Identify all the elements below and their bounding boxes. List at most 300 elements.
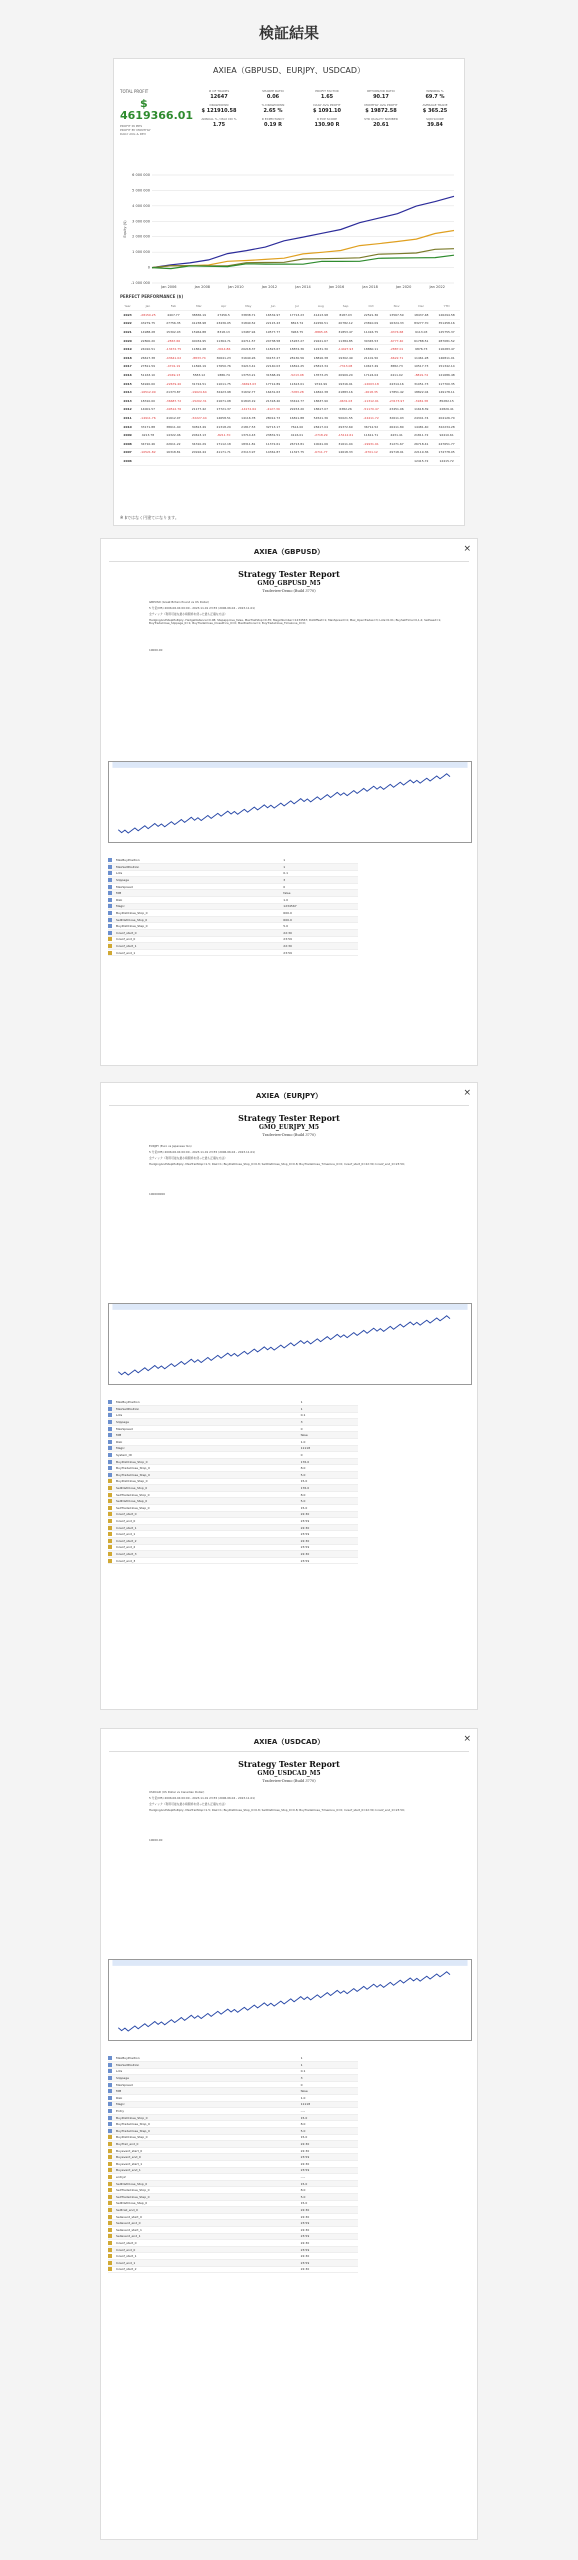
metric-label: DRAWDOWN <box>209 103 229 107</box>
column-header: Jan <box>135 302 161 311</box>
param-type-icon <box>108 2063 112 2067</box>
table-row <box>120 440 460 449</box>
table-cell: -6622.71 <box>384 354 410 363</box>
table-cell: -15202.31 <box>186 397 212 406</box>
param-type-icon <box>108 2155 112 2159</box>
table-cell: 61788.51 <box>409 336 433 345</box>
table-cell: -13472.75 <box>161 345 187 354</box>
report-card <box>100 538 478 1066</box>
table-cell: 33838.71 <box>236 311 262 320</box>
table-row <box>120 448 460 457</box>
table-cell: 14361.87 <box>261 448 285 457</box>
table-cell: 146811.01 <box>433 354 460 363</box>
param-type-icon <box>108 2267 112 2271</box>
param-value: 176.0 <box>299 1485 358 1492</box>
table-row <box>108 903 358 910</box>
metric-0-2 <box>302 89 352 100</box>
param-type-icon <box>108 2056 112 2060</box>
table-row <box>108 1425 358 1432</box>
table-cell: 2023 <box>120 311 135 320</box>
small-stat-lines <box>120 124 151 136</box>
metric-1-2 <box>302 103 352 114</box>
table-cell: 2016 <box>120 371 135 380</box>
param-value: 23:59 <box>299 2233 358 2240</box>
table-cell: 18637.90 <box>309 397 333 406</box>
param-value: 15.0 <box>299 1478 358 1485</box>
table-cell: 2006 <box>120 457 135 466</box>
table-cell: 50021.55 <box>333 414 359 423</box>
param-name: Slippage <box>114 2075 299 2082</box>
param-type-icon <box>108 1499 112 1503</box>
metric-value: 20.61 <box>373 122 389 128</box>
y-tick-label: 6 000 000 <box>132 173 150 177</box>
metric-value: 90.17 <box>373 94 389 100</box>
param-type-icon <box>108 2135 112 2139</box>
table-row <box>108 1419 358 1426</box>
param-value: 600.0 <box>281 910 358 917</box>
table-row <box>108 2128 358 2135</box>
table-cell: -14911.76 <box>135 414 161 423</box>
param-value: 0 <box>299 1425 358 1432</box>
summary-header: AXIEA（GBPUSD、EURJPY、USDCAD） <box>212 66 366 75</box>
table-row <box>108 2226 358 2233</box>
metric-2-1 <box>248 117 298 128</box>
param-value: 1 <box>299 2055 358 2062</box>
table-cell: 21811.72 <box>409 431 433 440</box>
y-tick-label: 5 000 000 <box>132 188 150 193</box>
param-value: 8.0 <box>299 2187 358 2194</box>
param-name: SellTradeClose_Step_0 <box>114 1505 299 1512</box>
table-cell: 2009 <box>120 431 135 440</box>
table-cell: 31632.77 <box>236 388 262 397</box>
close-icon[interactable]: × <box>463 1734 471 1744</box>
param-type-icon <box>108 2241 112 2245</box>
param-type-icon <box>108 1453 112 1457</box>
x-tick-label: Jan 2008 <box>194 285 211 289</box>
table-cell: 247651.77 <box>433 440 460 449</box>
table-row <box>108 897 358 904</box>
param-value: 23:59 <box>281 949 358 956</box>
metric-value: 0.19 R <box>264 122 282 128</box>
table-cell: 2007 <box>120 448 135 457</box>
y-tick-label: 2 000 000 <box>132 234 150 239</box>
param-value: 22:30 <box>299 1551 358 1558</box>
param-name: Lots <box>114 1412 299 1419</box>
table-cell: 22115.43 <box>261 319 285 328</box>
table-row <box>108 864 358 871</box>
table-row <box>108 1412 358 1419</box>
table-cell: 126294.58 <box>433 311 460 320</box>
table-row <box>108 2161 358 2168</box>
metric-value: 1.75 <box>212 122 226 128</box>
table-cell: 11613.01 <box>285 379 309 388</box>
table-cell: 14481.40 <box>409 422 433 431</box>
param-type-icon <box>108 2208 112 2212</box>
report-info-line: HedgingAndStepMultiply, MaxTrailStop=1.5; Risk=1; BuyDistClose_Stop_0=0.8; SellDistClose_Stop_0=0.8; BuyTradeClose_Timezone_0=0; Inreof_start_0=22:30; Inreof_end_0=23:59; <box>149 1809 405 1812</box>
table-cell: 26411.80 <box>384 422 410 431</box>
report-title: AXIEA（GBPUSD） <box>253 548 325 556</box>
x-tick-label: Jan 2020 <box>395 285 412 289</box>
param-value: 23:59 <box>299 2259 358 2266</box>
table-cell: 15964.88 <box>186 328 212 337</box>
table-cell: 31568.29 <box>261 371 285 380</box>
table-row <box>108 2154 358 2161</box>
table-cell: 27811.59 <box>135 362 161 371</box>
param-value: 3 <box>281 877 358 884</box>
table-cell: 14658.51 <box>212 414 236 423</box>
table-cell: 54521.36 <box>309 414 333 423</box>
table-cell: -2867.66 <box>161 336 187 345</box>
table-row <box>108 2095 358 2102</box>
table-cell: 2021 <box>120 328 135 337</box>
param-type-icon <box>108 2102 112 2106</box>
table-row <box>108 2121 358 2128</box>
table-cell: 18617.07 <box>309 405 333 414</box>
table-cell: -10521.82 <box>135 448 161 457</box>
metric-value: 0.06 <box>266 94 280 100</box>
column-header: Jun <box>261 302 285 311</box>
table-row <box>108 2081 358 2088</box>
table-cell: 15267.27 <box>285 336 309 345</box>
report-h2: GMO_EURJPY_M5 <box>258 1124 320 1131</box>
y-tick-label: -1 000 000 <box>130 281 150 285</box>
param-value: ---- <box>299 2174 358 2181</box>
table-row <box>108 2246 358 2253</box>
param-name: Buyevent_start_1 <box>114 2161 299 2168</box>
metric-1-4 <box>410 103 460 114</box>
report-info-line: 10000.00 <box>149 648 163 652</box>
table-cell: -43641.02 <box>161 354 187 363</box>
balance-chart <box>108 761 472 843</box>
table-cell: 9113.03 <box>409 328 433 337</box>
param-value: 22:30 <box>299 2266 358 2273</box>
table-cell: 22826.41 <box>433 405 460 414</box>
table-cell: 8813.74 <box>285 319 309 328</box>
param-type-icon <box>108 1493 112 1497</box>
param-type-icon <box>108 1473 112 1477</box>
table-cell: 21177.42 <box>186 405 212 414</box>
table-row <box>108 890 358 897</box>
param-name: Entry <box>114 2108 299 2115</box>
table-cell: 36712.52 <box>358 422 384 431</box>
table-cell: 31271.67 <box>384 440 410 449</box>
table-cell: 32611.93 <box>384 414 410 423</box>
table-cell: 16431.63 <box>261 388 285 397</box>
param-name: SellTradeClose_Stop_0 <box>114 2187 299 2194</box>
table-cell: 23810.09 <box>358 319 384 328</box>
table-cell: 13567.59 <box>384 311 410 320</box>
param-type-icon <box>108 2109 112 2113</box>
param-name: Inreof_start_1 <box>114 2253 299 2260</box>
param-name: MaxBuyPosition <box>114 2055 299 2062</box>
table-cell: 32423.98 <box>212 388 236 397</box>
param-name: BuyDistClose_Step_0 <box>114 923 281 930</box>
param-value: 8.0 <box>299 1491 358 1498</box>
table-row <box>120 431 460 440</box>
table-row <box>108 1406 358 1413</box>
report-info-line: 全ティック（利用可能な最小時間枠を使った最も正確な方法） <box>149 1802 228 1806</box>
table-cell: 21318.29 <box>212 422 236 431</box>
table-cell: 38611.40 <box>161 422 187 431</box>
column-header: Mar <box>186 302 212 311</box>
param-type-icon <box>108 2168 112 2172</box>
report-h1: Strategy Tester Report <box>238 569 340 579</box>
metric-value: $ 1091.10 <box>313 108 341 114</box>
metric-label: RETURN/DD RATIO <box>367 89 395 93</box>
table-cell: 20613.13 <box>186 431 212 440</box>
report-info-line: HedgingAndStepMultiply, MaxTrailStop=1.5; Risk=1; BuyDistClose_Stop_0=0.8; SellDistClose_Stop_0=0.8; BuyTradeClose_Timezone_0=0; Inreof_start_0=22:30; Inreof_end_0=23:59; <box>149 1163 405 1166</box>
table-cell: 11826.19 <box>186 362 212 371</box>
param-type-icon <box>108 2142 112 2146</box>
param-name: MaxSellPosition <box>114 864 281 871</box>
metric-label: % DRAWDOWN <box>261 103 285 107</box>
table-cell: 4116.01 <box>285 431 309 440</box>
table-cell: 18311.81 <box>236 440 262 449</box>
table-cell <box>261 457 285 466</box>
table-cell: 19316.91 <box>333 379 359 388</box>
param-name: Inreof_end_1 <box>114 1531 299 1538</box>
close-icon[interactable]: × <box>463 1088 471 1098</box>
param-name: Inreof_start_2 <box>114 2266 299 2273</box>
param-value: 22:30 <box>299 2240 358 2247</box>
table-cell: -9374.68 <box>384 328 410 337</box>
param-value: 23:59 <box>299 1518 358 1525</box>
metric-value: 2.65 % <box>263 108 283 114</box>
param-type-icon <box>108 937 112 941</box>
parameter-table <box>108 857 358 956</box>
param-name: Buyevent_end_1 <box>114 2167 299 2174</box>
metric-value: $ 121910.58 <box>201 108 237 114</box>
y-tick-label: 0 <box>147 265 150 270</box>
table-cell: -9631.03 <box>333 397 359 406</box>
table-row <box>108 1432 358 1439</box>
param-name: SellTradeClose_Step_0 <box>114 2193 299 2200</box>
table-cell: 41238.98 <box>186 319 212 328</box>
param-name: SellDistClose_Stop_0 <box>114 1485 299 1492</box>
param-type-icon <box>108 1440 112 1444</box>
param-value: 23:59 <box>299 2167 358 2174</box>
param-name: MaxSellPosition <box>114 1406 299 1413</box>
table-cell: 29221.67 <box>309 336 333 345</box>
table-cell: 3963.75 <box>285 328 309 337</box>
balance-chart <box>108 1303 472 1385</box>
table-cell: -2718.29 <box>309 431 333 440</box>
table-cell: 17124.04 <box>358 371 384 380</box>
total-profit-value: 4619366.01 <box>120 109 194 122</box>
table-cell: 21883.16 <box>333 388 359 397</box>
param-value: 15.0 <box>299 2180 358 2187</box>
table-row <box>108 2220 358 2227</box>
param-value: 22:30 <box>281 943 358 950</box>
table-row <box>108 2108 358 2115</box>
param-name: SellDistClose_Stop_0 <box>114 916 281 923</box>
table-cell: 11011.75 <box>212 379 236 388</box>
table-cell: 12415.72 <box>409 457 433 466</box>
total-profit-label: TOTAL PROFIT <box>120 89 149 94</box>
param-name: System_ID <box>114 1452 299 1459</box>
table-cell: 24738.58 <box>261 336 285 345</box>
table-cell: -36687.72 <box>161 397 187 406</box>
table-cell: -14427.93 <box>333 345 359 354</box>
table-row <box>108 877 358 884</box>
table-cell: -2887.01 <box>384 345 410 354</box>
balance-line <box>118 774 450 833</box>
param-type-icon <box>108 885 112 889</box>
parameter-table <box>108 1399 358 1564</box>
param-name: Lots <box>114 2068 299 2075</box>
table-cell: 34310.29 <box>186 440 212 449</box>
table-cell: 22119.36 <box>409 448 433 457</box>
table-cell: 2011 <box>120 414 135 423</box>
table-cell: 116283.47 <box>433 345 460 354</box>
param-value: 22:30 <box>299 1524 358 1531</box>
param-type-icon <box>108 2069 112 2073</box>
table-cell <box>358 457 384 466</box>
table-cell: 21671.08 <box>212 397 236 406</box>
metric-2-3 <box>356 117 406 128</box>
param-name: BuyDistClose_Stop_0 <box>114 910 281 917</box>
table-cell: 2014 <box>120 388 135 397</box>
param-value: 0 <box>299 1452 358 1459</box>
table-cell <box>212 457 236 466</box>
param-type-icon <box>108 2188 112 2192</box>
x-tick-label: Jan 2006 <box>161 285 177 289</box>
param-name: MM <box>114 890 281 897</box>
column-header: Oct <box>358 302 384 311</box>
report-info-line: GBPUSD (Great Britain Pound vs US Dollar) <box>149 600 210 604</box>
column-header: Apr <box>212 302 236 311</box>
table-row <box>120 422 460 431</box>
column-header: Feb <box>161 302 187 311</box>
close-icon[interactable]: × <box>463 544 471 554</box>
metric-value: 69.7 % <box>425 94 445 100</box>
table-cell: 2019 <box>120 345 135 354</box>
report-title: AXIEA（USDCAD） <box>253 1738 325 1746</box>
table-cell: 31611.04 <box>333 440 359 449</box>
table-row <box>108 2207 358 2214</box>
table-cell: 31840.52 <box>236 319 262 328</box>
column-header: Nov <box>384 302 410 311</box>
param-value: 0.1 <box>299 1412 358 1419</box>
table-cell: 30345.53 <box>358 336 384 345</box>
table-cell: 2013 <box>120 397 135 406</box>
table-row <box>108 930 358 937</box>
table-cell: 21318.40 <box>261 397 285 406</box>
table-cell <box>135 457 161 466</box>
param-name: BuyTradeClose_Step_0 <box>114 2128 299 2135</box>
table-cell: 11364.71 <box>212 336 236 345</box>
table-row <box>120 397 460 406</box>
table-cell: 33412.77 <box>285 397 309 406</box>
param-name: MaxSpread <box>114 1425 299 1432</box>
table-cell <box>186 457 212 466</box>
table-cell: 6382.26 <box>333 405 359 414</box>
table-cell: 26713.81 <box>285 440 309 449</box>
report-h3: Tradeview-Demo (Build 3770) <box>262 589 316 593</box>
param-name: BuyDistClose_Step_0 <box>114 2134 299 2141</box>
param-type-icon <box>108 2182 112 2186</box>
table-cell: 17721.37 <box>212 405 236 414</box>
param-name: BuyDistClose_Step_0 <box>114 1478 299 1485</box>
performance-table <box>120 302 460 466</box>
table-cell: 11327.75 <box>285 448 309 457</box>
table-cell: 26718.41 <box>409 440 433 449</box>
table-row <box>108 1458 358 1465</box>
table-cell <box>384 457 410 466</box>
report-info-line: 5 分足(M5) 2006.06.04 00:00 - 2023.11.01 23:55 (2006.06.04 - 2023.11.01) <box>149 1796 256 1800</box>
table-row <box>108 923 358 930</box>
table-cell: 8187.03 <box>333 311 359 320</box>
param-value: 23:59 <box>299 1544 358 1551</box>
param-value: false <box>281 890 358 897</box>
table-cell: 14322.46 <box>161 431 187 440</box>
table-cell: 22800.20 <box>135 336 161 345</box>
param-type-icon <box>108 924 112 928</box>
table-row <box>108 1531 358 1538</box>
table-cell: 92410.61 <box>433 431 460 440</box>
report-info-line: HedgingAndStepMultiply, HedgeDistance=0.08; Stepapprove_false, MaxTrailStop=0.35; MagicNumber=1234567; DstOffset=1; MaxSpread=4; Max_OpenTrades=3; Lots=0.01; BuySellTime=0,1,2; SellSeed=1; BuyTradeClose_Slippage_0=1; BuyTradeClose_ClosePrice_0=0; MaxPositions=1; BuyTradeClose_Timezone_0=0; <box>149 619 442 626</box>
table-cell: 29718.91 <box>384 448 410 457</box>
table-cell: 41171.71 <box>212 448 236 457</box>
small-line: PROFIT IN PIPS <box>120 124 143 128</box>
table-cell: 29153.20 <box>285 405 309 414</box>
param-type-icon <box>108 2122 112 2126</box>
table-cell: -4127.39 <box>261 405 285 414</box>
table-cell: 16318.81 <box>161 448 187 457</box>
param-name: SellDistClose_Step_0 <box>114 2200 299 2207</box>
table-cell: 24314.16 <box>384 379 410 388</box>
param-type-icon <box>108 2234 112 2238</box>
param-type-icon <box>108 1460 112 1464</box>
table-cell: -24411.72 <box>358 414 384 423</box>
table-cell: 27456.5 <box>212 311 236 320</box>
column-header: Year <box>120 302 135 311</box>
param-name: Inreof_start_1 <box>114 943 281 950</box>
table-cell: 18437.48 <box>409 311 433 320</box>
metric-label: R EXPECTANCY <box>261 117 285 121</box>
table-cell: 117700.35 <box>433 379 460 388</box>
param-value: ---- <box>299 2108 358 2115</box>
table-cell: 14001.57 <box>135 405 161 414</box>
metric-1-1 <box>248 103 298 114</box>
param-value: 600.0 <box>281 916 358 923</box>
report-h2: GMO_USDCAD_M5 <box>257 1770 321 1777</box>
report-card <box>100 1728 478 2540</box>
metric-value: 1.65 <box>320 94 334 100</box>
param-type-icon <box>108 1420 112 1424</box>
table-row <box>108 1472 358 1479</box>
balance-line <box>118 1972 450 2031</box>
table-cell: 51163.10 <box>135 371 161 380</box>
y-axis-label: Equity ($) <box>123 220 127 238</box>
table-cell: 16811.88 <box>285 414 309 423</box>
table-row <box>108 1491 358 1498</box>
table-cell: 30641.23 <box>212 354 236 363</box>
table-row <box>108 1511 358 1518</box>
column-header: Dec <box>409 302 433 311</box>
dollar-icon: $ <box>140 97 148 110</box>
table-cell: -8865.45 <box>309 328 333 337</box>
column-header: Aug <box>309 302 333 311</box>
table-header-row <box>120 302 460 311</box>
table-cell: 19577.77 <box>261 328 285 337</box>
table-cell: 18310.00 <box>135 397 161 406</box>
table-cell: -3014.86 <box>212 345 236 354</box>
param-value: 176.0 <box>299 1458 358 1465</box>
x-tick-label: Jan 2010 <box>228 285 244 289</box>
param-name: Sellevent_start_1 <box>114 2226 299 2233</box>
table-cell: 18816.38 <box>309 354 333 363</box>
